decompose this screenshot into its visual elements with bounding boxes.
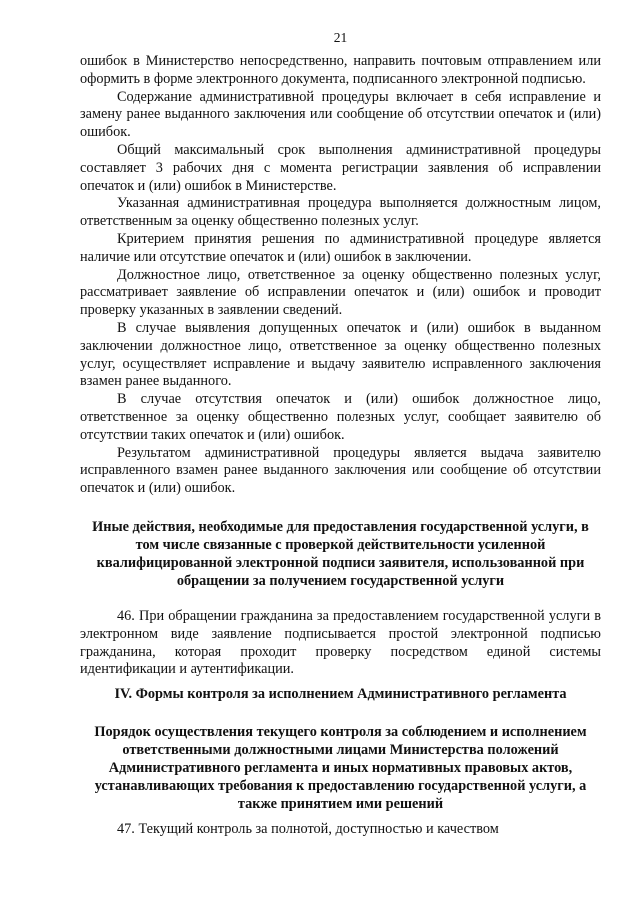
paragraph: Критерием принятия решения по административной процедуре является наличие или отсутствие опечаток и (или) ошибок в заключении.: [80, 230, 601, 265]
page-number: 21: [333, 30, 348, 45]
paragraph: Результатом административной процедуры является выдача заявителю исправленного взамен ранее выданного заключения или сообщение об отсутствии опечаток и (или) ошибок.: [80, 444, 601, 497]
paragraph: Содержание административной процедуры включает в себя исправление и замену ранее выданного заключения или сообщение об отсутствии опечаток и (или) ошибок.: [80, 88, 601, 141]
chapter-heading: IV. Формы контроля за исполнением Административного регламента: [114, 686, 567, 703]
subsection-heading: Порядок осуществления текущего контроля за соблюдением и исполнением ответственными должностными лицами Министерства положений Административного регламента и иных нормативных правовых актов, устанавливающих требования к предоставлению государственной услуги, а также принятием ими решений: [94, 724, 587, 813]
paragraph-46: 46. При обращении гражданина за предоставлением государственной услуги в электронном виде заявление подписывается простой электронной подписью гражданина, которая проходит проверку посредством единой системы идентификации и аутентификации.: [80, 607, 601, 678]
section-heading: Иные действия, необходимые для предоставления государственной услуги, в том числе связанные с проверкой действительности усиленной квалифицированной электронной подписи заявителя, использованной при обращении за получением государственной услуги: [92, 518, 589, 589]
paragraph-47: 47. Текущий контроль за полнотой, доступностью и качеством: [117, 821, 499, 838]
paragraph-continuation: ошибок в Министерство непосредственно, направить почтовым отправлением или оформить в форме электронного документа, подписанного электронной подписью.: [80, 53, 601, 87]
paragraph: Указанная административная процедура выполняется должностным лицом, ответственным за оценку общественно полезных услуг.: [80, 195, 601, 230]
paragraph: В случае отсутствия опечаток и (или) ошибок должностное лицо, ответственное за оценку общественно полезных услуг, сообщает заявителю об отсутствии таких опечаток и (или) ошибок.: [80, 391, 601, 443]
paragraph: В случае выявления допущенных опечаток и (или) ошибок в выданном заключении должностное лицо, ответственное за оценку общественно полезных услуг, осуществляет исправление и выдачу заявителю исправленного заключения взамен ранее выданного.: [80, 319, 601, 390]
paragraph: Должностное лицо, ответственное за оценку общественно полезных услуг, рассматривает заявление об исправлении опечаток и (или) ошибок и проводит проверку указанных в заявлении сведений.: [80, 266, 601, 319]
paragraph: Общий максимальный срок выполнения административной процедуры составляет 3 рабочих дня с момента регистрации заявления об исправлении опечаток и (или) ошибок в Министерстве.: [80, 141, 601, 194]
